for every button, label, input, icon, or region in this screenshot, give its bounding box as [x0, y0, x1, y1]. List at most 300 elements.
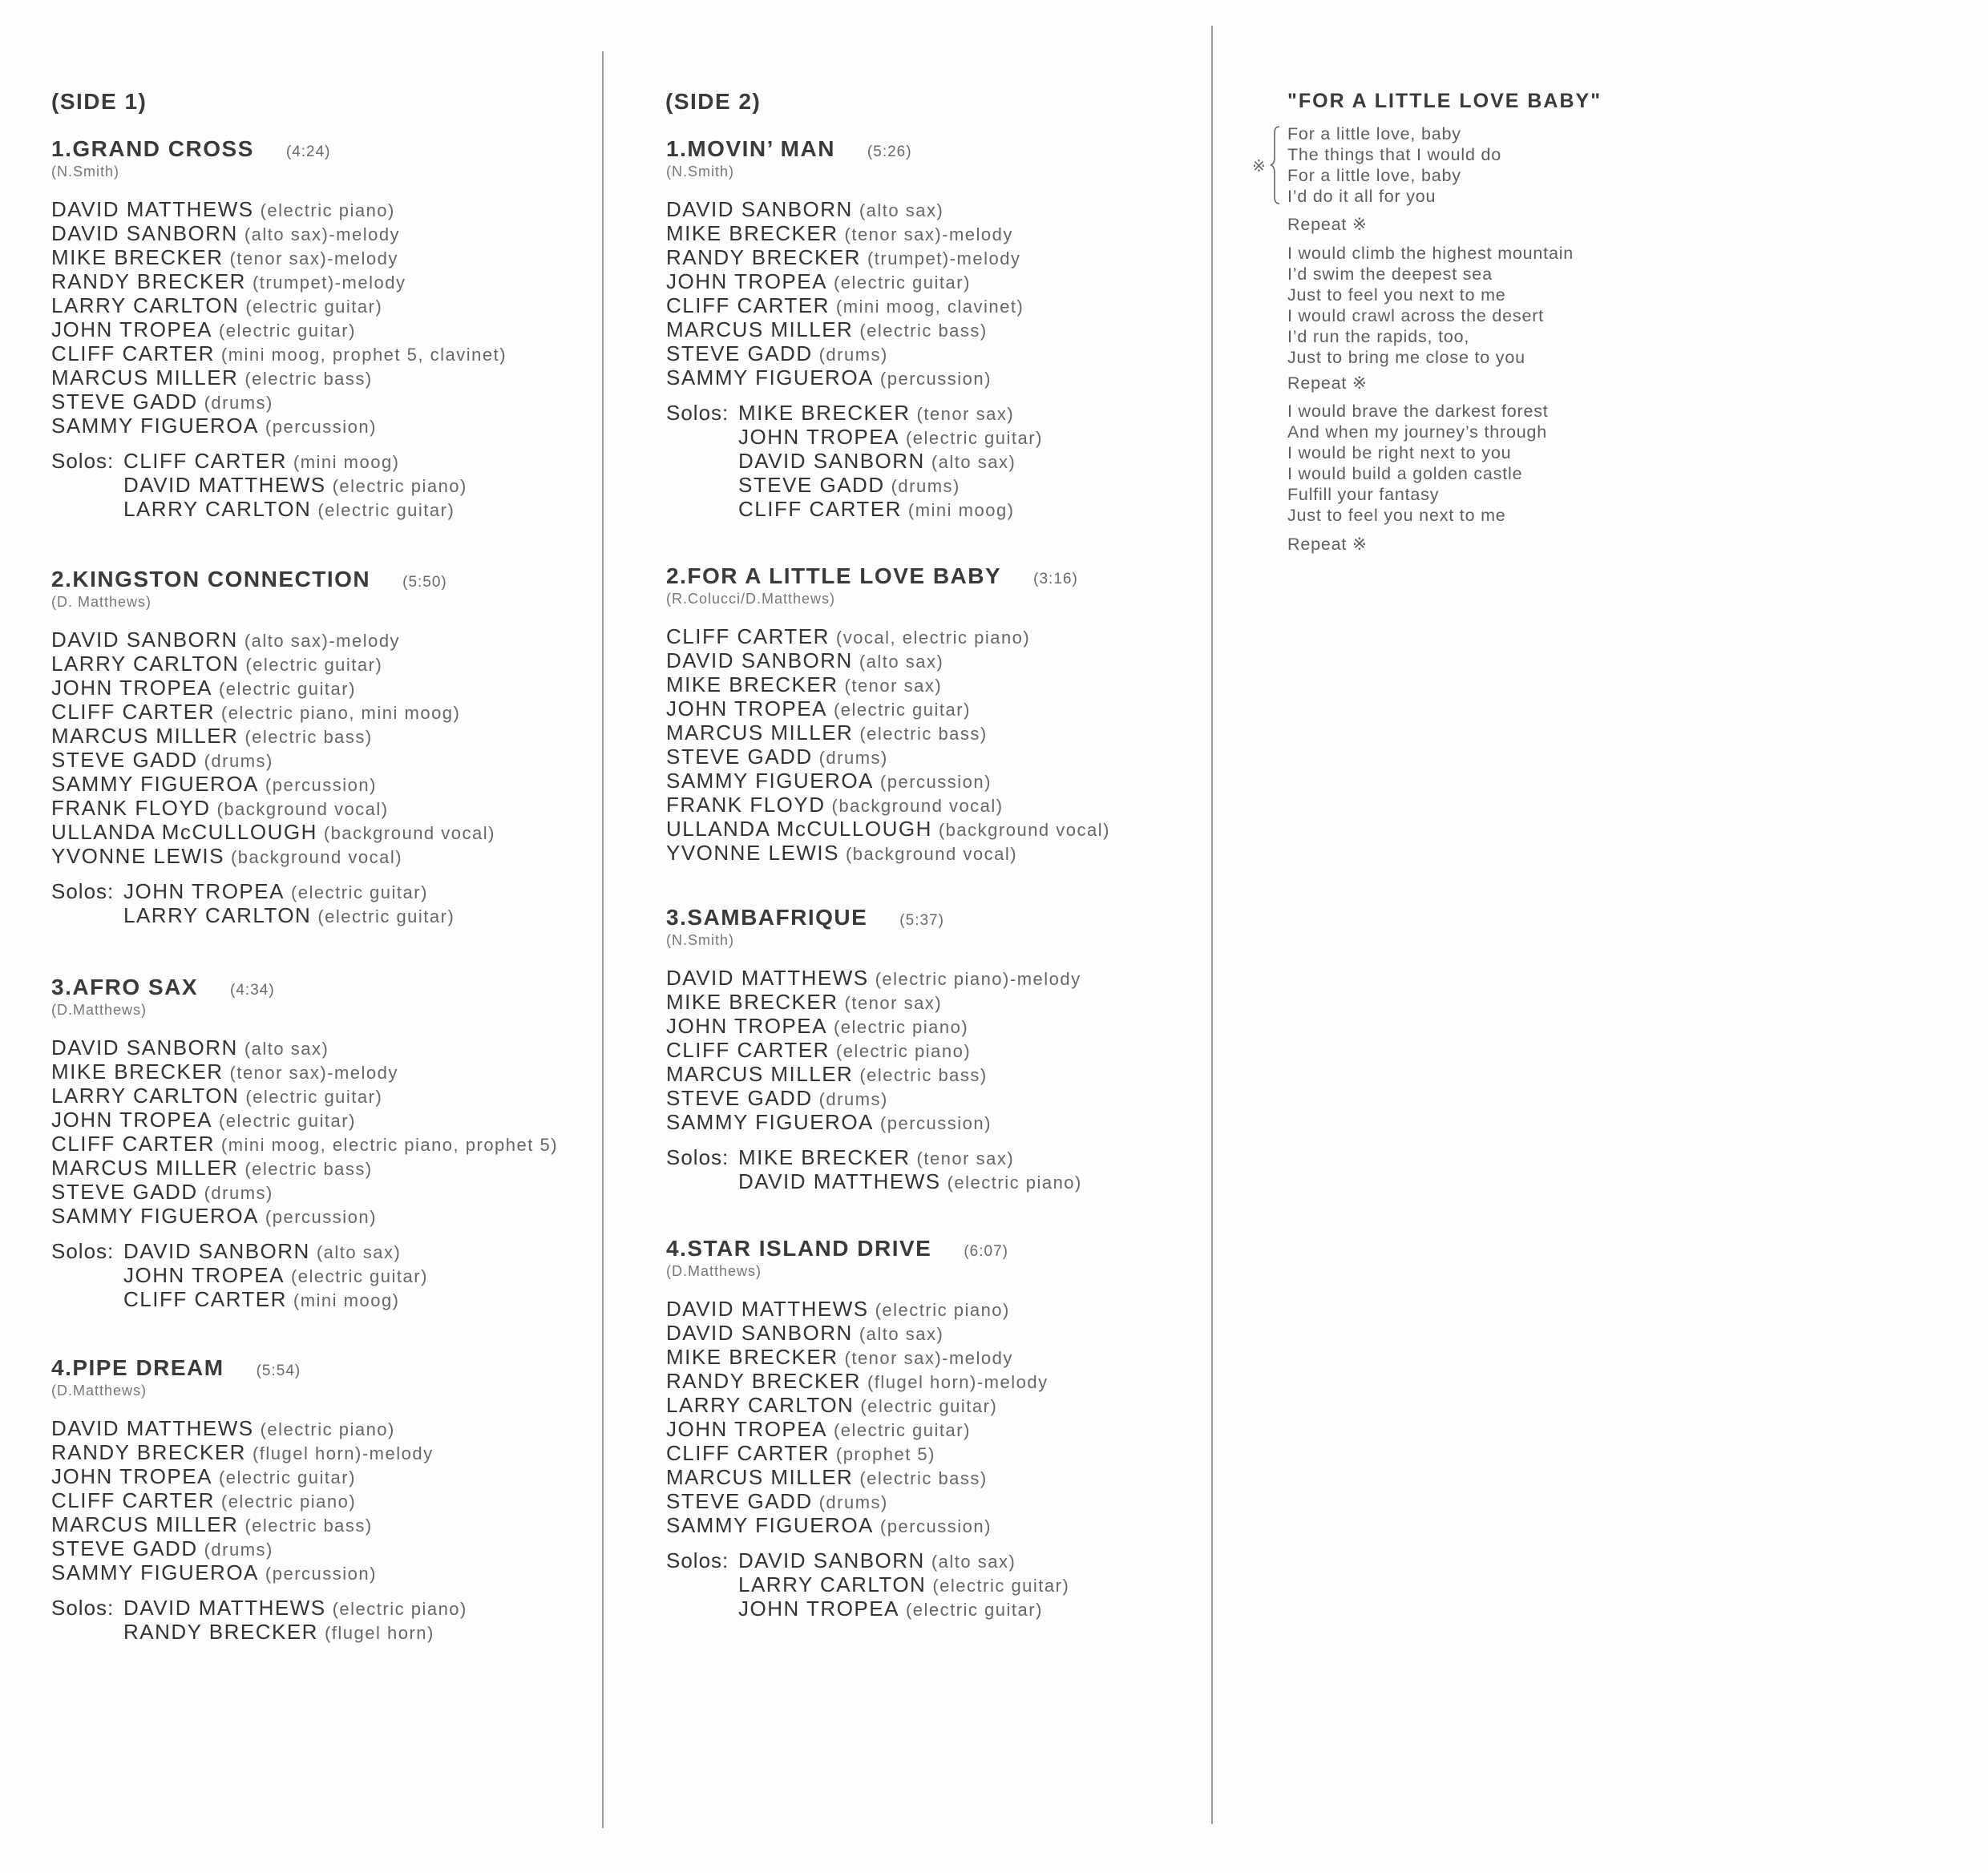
instrument-role: (percussion) [879, 369, 992, 389]
track-title: 4.PIPE DREAM [51, 1355, 224, 1380]
instrument-role: (electric guitar) [218, 1467, 356, 1488]
personnel-credit [51, 1464, 467, 1488]
personnel-credit [666, 1038, 1082, 1062]
musician-name: DAVID MATTHEWS [666, 1297, 869, 1321]
track-side1-2 [51, 566, 495, 927]
instrument-role: (drums) [204, 393, 273, 413]
personnel-list [51, 628, 495, 868]
personnel-credit [51, 1156, 558, 1180]
instrument-role: (electric guitar) [860, 1396, 998, 1416]
musician-name: CLIFF CARTER [123, 1287, 287, 1311]
instrument-role: (background vocal) [938, 820, 1110, 840]
musician-name: CLIFF CARTER [51, 341, 215, 365]
instrument-role: (electric piano) [835, 1041, 972, 1061]
instrument-role: (electric piano) [875, 1300, 1010, 1320]
solo-credit [123, 1239, 428, 1263]
instrument-role: (alto sax) [859, 1324, 944, 1344]
instrument-role: (electric bass) [244, 1516, 373, 1536]
lyric-line: And when my journey’s through [1287, 422, 1547, 442]
musician-name: STEVE GADD [51, 1536, 198, 1560]
instrument-role: (drums) [204, 751, 273, 771]
solo-credit [123, 903, 455, 927]
personnel-credit [51, 700, 495, 724]
instrument-role: (electric guitar) [932, 1576, 1070, 1596]
solos-section [666, 1145, 1082, 1193]
personnel-credit [666, 221, 1043, 245]
personnel-credit [51, 628, 495, 652]
personnel-credit [51, 1560, 467, 1584]
track-side2-2 [666, 563, 1110, 865]
track-composer: (D.Matthews) [51, 1383, 147, 1399]
instrument-role: (electric guitar) [290, 1266, 428, 1286]
instrument-role: (electric bass) [859, 321, 988, 341]
personnel-credit [51, 1416, 467, 1440]
lyric-line: Just to feel you next to me [1287, 506, 1506, 525]
musician-name: FRANK FLOYD [666, 793, 826, 817]
musician-name: LARRY CARLTON [123, 903, 312, 927]
personnel-credit [51, 1512, 467, 1536]
track-title: 2.KINGSTON CONNECTION [51, 567, 371, 591]
solo-credit [123, 1263, 428, 1287]
personnel-list [666, 624, 1110, 865]
instrument-role: (drums) [204, 1183, 273, 1203]
solos-section [666, 401, 1043, 521]
instrument-role: (background vocal) [230, 847, 403, 867]
instrument-role: (tenor sax) [844, 993, 943, 1013]
instrument-role: (drums) [818, 1492, 888, 1512]
instrument-role: (electric guitar) [833, 700, 971, 720]
chorus-reference-mark: ※ [1252, 156, 1266, 176]
solos-label: Solos: [666, 401, 729, 425]
column-divider [602, 51, 604, 1828]
personnel-credit [666, 365, 1043, 390]
instrument-role: (electric piano) [947, 1173, 1082, 1193]
track-title: 2.FOR A LITTLE LOVE BABY [666, 563, 1002, 588]
musician-name: DAVID SANBORN [51, 628, 238, 652]
musician-name: RANDY BRECKER [123, 1620, 318, 1644]
musician-name: SAMMY FIGUEROA [51, 772, 259, 796]
personnel-credit [51, 1060, 558, 1084]
lyric-line: I’d run the rapids, too, [1287, 327, 1470, 346]
solos-label: Solos: [666, 1145, 729, 1169]
lyrics-title: "FOR A LITTLE LOVE BABY" [1287, 90, 1602, 112]
musician-name: YVONNE LEWIS [666, 841, 839, 865]
musician-name: JOHN TROPEA [666, 696, 827, 721]
instrument-role: (tenor sax)-melody [844, 224, 1013, 244]
instrument-role: (trumpet)-melody [867, 248, 1021, 268]
track-side1-3 [51, 974, 558, 1311]
personnel-credit [51, 1035, 558, 1060]
personnel-credit [666, 696, 1110, 721]
track-title: 3.SAMBAFRIQUE [666, 905, 868, 930]
musician-name: CLIFF CARTER [666, 1441, 830, 1465]
musician-name: LARRY CARLTON [51, 652, 240, 676]
personnel-credit [51, 390, 507, 414]
musician-name: YVONNE LEWIS [51, 844, 224, 868]
musician-name: LARRY CARLTON [51, 293, 240, 317]
lyric-line: I would build a golden castle [1287, 464, 1523, 483]
instrument-role: (electric piano) [220, 1492, 357, 1512]
musician-name: RANDY BRECKER [51, 269, 246, 293]
musician-name: STEVE GADD [666, 341, 813, 365]
solo-credit [123, 1287, 428, 1311]
track-duration: (5:26) [867, 143, 912, 160]
instrument-role: (tenor sax)-melody [229, 248, 398, 268]
instrument-role: (electric guitar) [218, 679, 356, 699]
solo-credit [738, 1145, 1082, 1169]
instrument-role: (mini moog, electric piano, prophet 5) [220, 1135, 559, 1155]
track-duration: (4:24) [285, 143, 331, 160]
solos-list [123, 879, 455, 927]
track-heading [51, 566, 495, 593]
musician-name: DAVID MATTHEWS [51, 1416, 254, 1440]
instrument-role: (vocal, electric piano) [835, 628, 1031, 648]
musician-name: CLIFF CARTER [738, 497, 902, 521]
personnel-credit [666, 648, 1110, 672]
instrument-role: (electric piano) [332, 476, 467, 496]
track-heading [666, 135, 1043, 163]
track-side2-4 [666, 1235, 1069, 1621]
musician-name: MIKE BRECKER [666, 990, 838, 1014]
musician-name: STEVE GADD [51, 748, 198, 772]
personnel-credit [666, 293, 1043, 317]
musician-name: CLIFF CARTER [51, 700, 215, 724]
solos-label: Solos: [51, 1596, 115, 1620]
personnel-credit [666, 966, 1082, 990]
musician-name: SAMMY FIGUEROA [666, 769, 874, 793]
musician-name: LARRY CARLTON [123, 497, 312, 521]
musician-name: CLIFF CARTER [666, 293, 830, 317]
personnel-credit [51, 1204, 558, 1228]
track-title: 3.AFRO SAX [51, 975, 199, 999]
personnel-credit [666, 1014, 1082, 1038]
personnel-credit [666, 245, 1043, 269]
solo-credit [123, 473, 467, 497]
personnel-credit [666, 1513, 1069, 1537]
musician-name: CLIFF CARTER [666, 1038, 830, 1062]
musician-name: DAVID SANBORN [51, 1035, 238, 1060]
personnel-credit [666, 1489, 1069, 1513]
musician-name: LARRY CARLTON [738, 1572, 927, 1596]
personnel-credit [666, 1393, 1069, 1417]
instrument-role: (drums) [891, 476, 960, 496]
instrument-role: (alto sax) [931, 1552, 1016, 1572]
personnel-credit [51, 197, 507, 221]
personnel-credit [51, 1440, 467, 1464]
musician-name: JOHN TROPEA [666, 269, 827, 293]
personnel-credit [666, 793, 1110, 817]
instrument-role: (tenor sax) [844, 676, 943, 696]
musician-name: CLIFF CARTER [123, 449, 287, 473]
personnel-credit [51, 1132, 558, 1156]
musician-name: DAVID SANBORN [738, 449, 925, 473]
instrument-role: (electric guitar) [317, 906, 455, 926]
solo-credit [738, 497, 1043, 521]
personnel-list [666, 197, 1043, 390]
instrument-role: (electric guitar) [245, 1087, 383, 1107]
instrument-role: (drums) [818, 748, 888, 768]
personnel-credit [666, 672, 1110, 696]
instrument-role: (electric guitar) [218, 321, 356, 341]
personnel-credit [51, 1536, 467, 1560]
personnel-credit [666, 269, 1043, 293]
personnel-credit [51, 341, 507, 365]
instrument-role: (percussion) [879, 1113, 992, 1133]
instrument-role: (mini moog) [907, 500, 1015, 520]
instrument-role: (electric guitar) [245, 297, 383, 317]
lyric-line: For a little love, baby [1287, 166, 1461, 185]
track-side2-3 [666, 904, 1082, 1193]
track-duration: (5:54) [256, 1362, 301, 1379]
musician-name: DAVID MATTHEWS [123, 1596, 326, 1620]
lyrics-chorus [1287, 123, 1501, 207]
lyric-line: For a little love, baby [1287, 124, 1461, 143]
instrument-role: (drums) [818, 345, 888, 365]
instrument-role: (percussion) [879, 1516, 992, 1536]
track-duration: (4:34) [230, 982, 275, 999]
musician-name: MIKE BRECKER [666, 1345, 838, 1369]
column-divider [1211, 26, 1213, 1824]
lyric-line: Just to bring me close to you [1287, 348, 1525, 367]
personnel-credit [666, 317, 1043, 341]
track-duration: (6:07) [964, 1243, 1008, 1260]
personnel-credit [666, 197, 1043, 221]
instrument-role: (drums) [818, 1089, 888, 1109]
track-composer: (N.Smith) [666, 932, 734, 948]
track-duration: (5:37) [899, 912, 944, 929]
personnel-credit [51, 221, 507, 245]
musician-name: MARCUS MILLER [51, 365, 239, 390]
track-title: 1.MOVIN’ MAN [666, 136, 835, 161]
personnel-credit [51, 414, 507, 438]
instrument-role: (background vocal) [845, 844, 1018, 864]
solo-credit [123, 1596, 467, 1620]
musician-name: MARCUS MILLER [666, 1465, 854, 1489]
instrument-role: (percussion) [265, 1564, 377, 1584]
instrument-role: (electric guitar) [905, 428, 1043, 448]
instrument-role: (electric piano) [260, 1419, 395, 1439]
musician-name: MARCUS MILLER [666, 317, 854, 341]
musician-name: JOHN TROPEA [666, 1014, 827, 1038]
musician-name: STEVE GADD [666, 745, 813, 769]
instrument-role: (electric bass) [859, 1065, 988, 1085]
musician-name: DAVID SANBORN [666, 197, 853, 221]
personnel-credit [51, 724, 495, 748]
musician-name: MIKE BRECKER [51, 245, 224, 269]
musician-name: DAVID SANBORN [666, 1321, 853, 1345]
instrument-role: (flugel horn)-melody [867, 1372, 1049, 1392]
solo-credit [738, 1169, 1082, 1193]
instrument-role: (alto sax) [316, 1242, 402, 1262]
personnel-credit [51, 844, 495, 868]
solos-list [738, 1145, 1082, 1193]
instrument-role: (electric guitar) [218, 1111, 356, 1131]
side-1-heading: (SIDE 1) [51, 89, 147, 114]
personnel-credit [666, 1441, 1069, 1465]
musician-name: STEVE GADD [51, 1180, 198, 1204]
personnel-credit [51, 796, 495, 820]
lyric-line: Just to feel you next to me [1287, 285, 1506, 305]
instrument-role: (mini moog, clavinet) [835, 297, 1024, 317]
lyric-line: I would climb the highest mountain [1287, 244, 1574, 263]
instrument-role: (trumpet)-melody [252, 272, 406, 293]
musician-name: MIKE BRECKER [738, 401, 911, 425]
lyric-line: I’d swim the deepest sea [1287, 264, 1493, 284]
solos-list [738, 401, 1043, 521]
personnel-list [51, 1035, 558, 1228]
instrument-role: (mini moog, prophet 5, clavinet) [220, 345, 507, 365]
solos-label: Solos: [51, 1239, 115, 1263]
instrument-role: (electric bass) [244, 1159, 373, 1179]
personnel-list [51, 197, 507, 438]
track-heading [666, 563, 1110, 590]
solo-credit [738, 1572, 1069, 1596]
musician-name: SAMMY FIGUEROA [666, 1513, 874, 1537]
personnel-credit [666, 1321, 1069, 1345]
track-heading [666, 1235, 1069, 1262]
musician-name: JOHN TROPEA [51, 317, 212, 341]
solo-credit [738, 401, 1043, 425]
solos-section [51, 1596, 467, 1644]
instrument-role: (electric guitar) [290, 882, 428, 902]
instrument-role: (background vocal) [216, 799, 389, 819]
track-heading [51, 974, 558, 1001]
instrument-role: (mini moog) [293, 1290, 400, 1310]
instrument-role: (electric piano) [833, 1017, 969, 1037]
instrument-role: (percussion) [265, 775, 377, 795]
musician-name: LARRY CARLTON [51, 1084, 240, 1108]
personnel-credit [51, 820, 495, 844]
instrument-role: (background vocal) [831, 796, 1004, 816]
instrument-role: (electric guitar) [317, 500, 455, 520]
instrument-role: (drums) [204, 1540, 273, 1560]
instrument-role: (tenor sax) [916, 404, 1015, 424]
instrument-role: (electric bass) [859, 1468, 988, 1488]
personnel-credit [666, 341, 1043, 365]
lyric-line: I would be right next to you [1287, 443, 1512, 462]
instrument-role: (alto sax) [244, 1039, 329, 1059]
musician-name: DAVID SANBORN [666, 648, 853, 672]
track-composer: (R.Colucci/D.Matthews) [666, 591, 836, 607]
solo-credit [738, 1596, 1069, 1621]
musician-name: DAVID SANBORN [123, 1239, 310, 1263]
instrument-role: (electric bass) [244, 369, 373, 389]
solos-list [123, 1239, 428, 1311]
track-title: 4.STAR ISLAND DRIVE [666, 1236, 932, 1261]
track-composer: (D.Matthews) [51, 1002, 147, 1018]
instrument-role: (electric piano) [260, 200, 395, 220]
instrument-role: (percussion) [879, 772, 992, 792]
chorus-brace-icon [1270, 125, 1281, 205]
track-side2-1 [666, 135, 1043, 521]
solos-section [51, 449, 507, 521]
personnel-credit [666, 841, 1110, 865]
personnel-credit [666, 1465, 1069, 1489]
personnel-credit [51, 1108, 558, 1132]
musician-name: SAMMY FIGUEROA [51, 414, 259, 438]
musician-name: ULLANDA McCULLOUGH [51, 820, 317, 844]
personnel-credit [666, 1086, 1082, 1110]
musician-name: STEVE GADD [666, 1489, 813, 1513]
track-side1-1 [51, 135, 507, 521]
personnel-credit [51, 652, 495, 676]
instrument-role: (electric guitar) [833, 272, 971, 293]
personnel-credit [51, 293, 507, 317]
instrument-role: (flugel horn)-melody [252, 1443, 434, 1463]
instrument-role: (electric guitar) [245, 655, 383, 675]
instrument-role: (flugel horn) [324, 1623, 434, 1643]
lyric-line: The things that I would do [1287, 145, 1502, 164]
musician-name: DAVID MATTHEWS [666, 966, 869, 990]
musician-name: FRANK FLOYD [51, 796, 211, 820]
personnel-credit [51, 1488, 467, 1512]
solos-list [123, 449, 467, 521]
lyrics-repeat: Repeat ※ [1287, 373, 1368, 393]
musician-name: LARRY CARLTON [666, 1393, 855, 1417]
solo-credit [738, 473, 1043, 497]
side-2-heading: (SIDE 2) [665, 89, 762, 114]
personnel-credit [666, 1297, 1069, 1321]
musician-name: JOHN TROPEA [123, 879, 285, 903]
solos-section [666, 1548, 1069, 1621]
instrument-role: (alto sax)-melody [244, 224, 401, 244]
instrument-role: (tenor sax)-melody [229, 1063, 398, 1083]
musician-name: MIKE BRECKER [738, 1145, 911, 1169]
track-composer: (D.Matthews) [666, 1263, 762, 1279]
musician-name: MIKE BRECKER [666, 672, 838, 696]
instrument-role: (percussion) [265, 1207, 377, 1227]
personnel-credit [51, 269, 507, 293]
musician-name: JOHN TROPEA [123, 1263, 285, 1287]
musician-name: MARCUS MILLER [666, 721, 854, 745]
solos-list [738, 1548, 1069, 1621]
musician-name: DAVID MATTHEWS [738, 1169, 941, 1193]
personnel-credit [51, 1180, 558, 1204]
musician-name: SAMMY FIGUEROA [51, 1204, 259, 1228]
musician-name: SAMMY FIGUEROA [666, 365, 874, 390]
lyrics-repeat: Repeat ※ [1287, 535, 1368, 554]
instrument-role: (electric bass) [244, 727, 373, 747]
lyric-line: I’d do it all for you [1287, 187, 1436, 206]
musician-name: STEVE GADD [666, 1086, 813, 1110]
instrument-role: (prophet 5) [835, 1444, 935, 1464]
musician-name: MIKE BRECKER [666, 221, 838, 245]
musician-name: JOHN TROPEA [738, 1596, 899, 1621]
musician-name: MARCUS MILLER [51, 724, 239, 748]
personnel-credit [666, 1110, 1082, 1134]
instrument-role: (alto sax) [859, 652, 944, 672]
instrument-role: (tenor sax) [916, 1148, 1015, 1169]
personnel-credit [51, 748, 495, 772]
solo-credit [738, 425, 1043, 449]
personnel-credit [666, 745, 1110, 769]
personnel-credit [666, 1345, 1069, 1369]
solo-credit [738, 1548, 1069, 1572]
instrument-role: (electric guitar) [905, 1600, 1043, 1620]
musician-name: SAMMY FIGUEROA [666, 1110, 874, 1134]
track-title: 1.GRAND CROSS [51, 136, 254, 161]
solos-label: Solos: [51, 879, 115, 903]
musician-name: JOHN TROPEA [51, 1108, 212, 1132]
solo-credit [123, 879, 455, 903]
personnel-credit [51, 772, 495, 796]
instrument-role: (tenor sax)-melody [844, 1348, 1013, 1368]
track-heading [51, 1354, 467, 1382]
personnel-list [666, 1297, 1069, 1537]
lyric-line: I would crawl across the desert [1287, 306, 1544, 325]
musician-name: JOHN TROPEA [51, 676, 212, 700]
musician-name: JOHN TROPEA [51, 1464, 212, 1488]
